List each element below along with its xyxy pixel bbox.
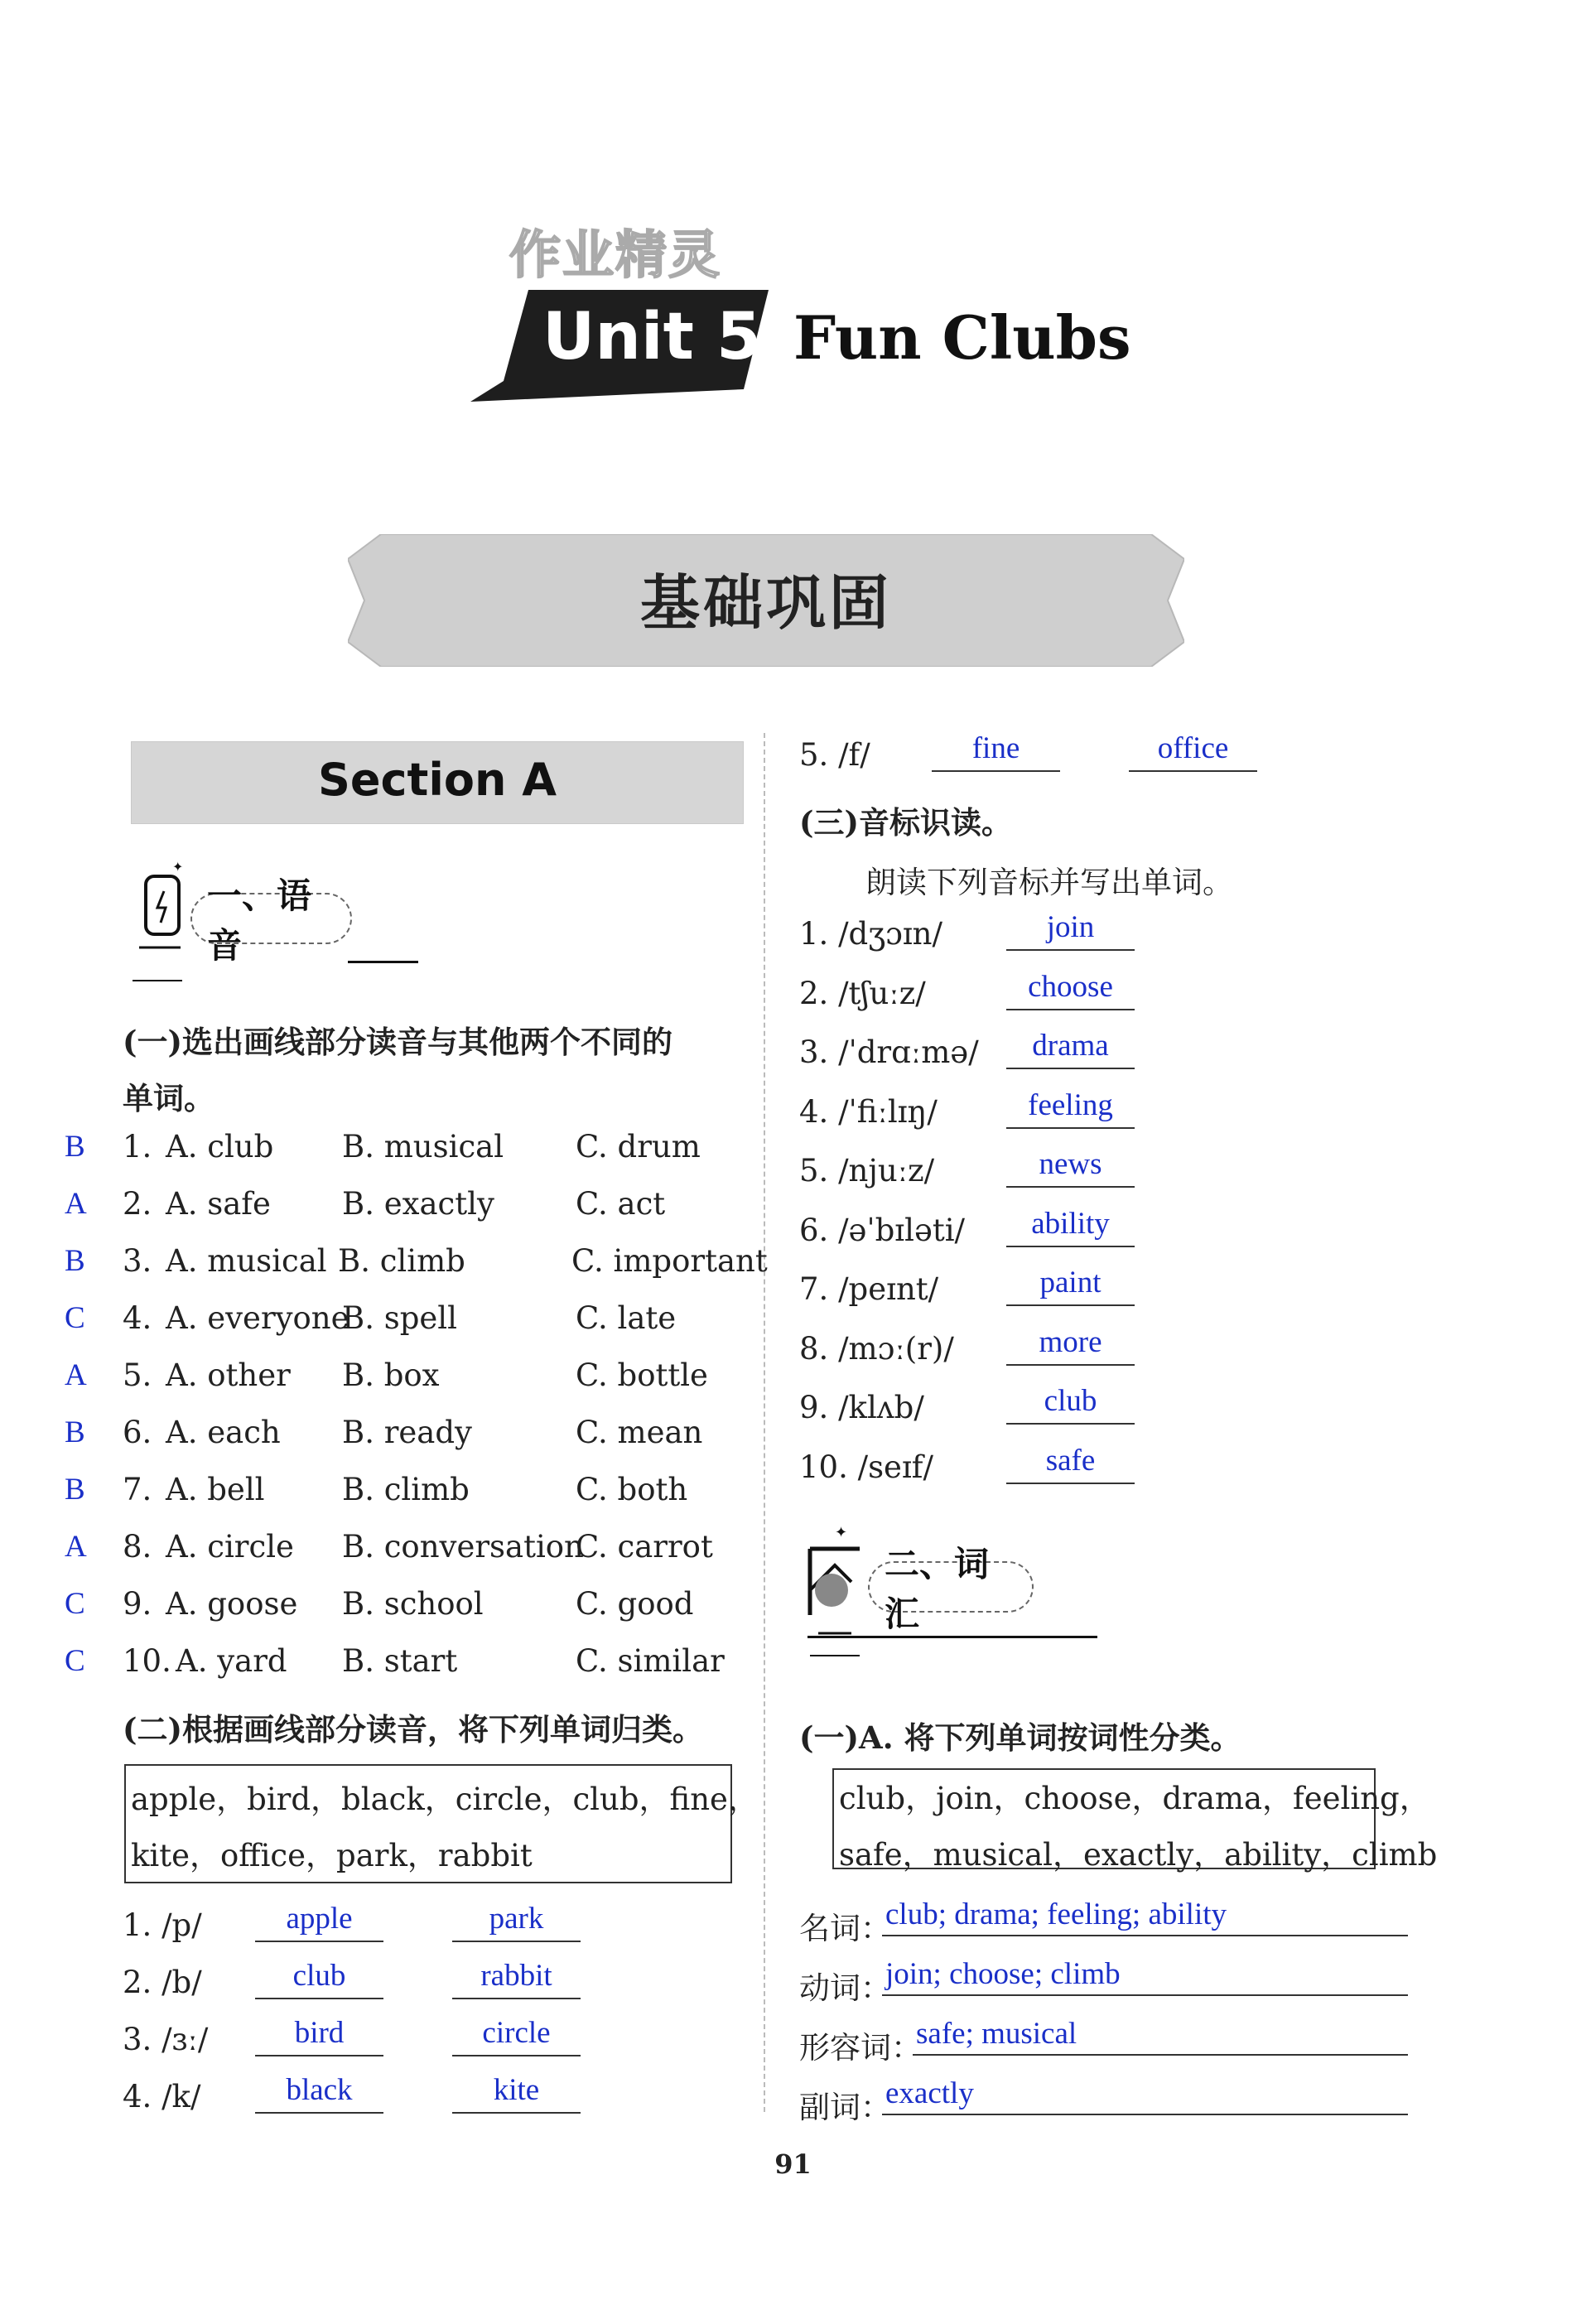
q3-phonetic: 9. /klʌb/ (799, 1390, 924, 1425)
q1-option-c: C. drum (576, 1129, 701, 1164)
q3-title: (三)音标识读。 (799, 804, 1013, 841)
q1-answer: C (65, 1587, 85, 1621)
q1-option-c: C. similar (576, 1643, 725, 1679)
q1-number: 1. (123, 1129, 152, 1164)
q1-number: 6. (123, 1415, 152, 1450)
unit-title: Fun Clubs (793, 302, 1131, 373)
q2-answer-blank[interactable]: bird (255, 2015, 383, 2056)
q1-option-b: B. start (342, 1643, 458, 1679)
p2-pos-label: 副词： (799, 2090, 891, 2125)
q1-option-c: C. act (576, 1186, 666, 1222)
q1-option-c: C. mean (576, 1415, 703, 1450)
q1-option-a: A. each (166, 1415, 281, 1450)
banner-title: 基础巩固 (639, 568, 892, 638)
q1-option-a: A. club (166, 1129, 274, 1164)
q1-answer: B (65, 1244, 85, 1278)
q2-sound-label: 1. /p/ (123, 1907, 202, 1943)
part1-title: 一、语音 (190, 893, 352, 944)
q2-sound-label: 4. /k/ (123, 2079, 201, 2114)
q1-number: 4. (123, 1300, 152, 1336)
q1-answer: C (65, 1644, 85, 1678)
q3-phonetic: 4. /ˈfiːlɪŋ/ (799, 1093, 938, 1130)
q1-answer: B (65, 1473, 85, 1507)
q3-phonetic: 10. /seɪf/ (799, 1449, 933, 1485)
q2-answer-blank[interactable]: rabbit (452, 1958, 581, 1999)
battery-icon (139, 861, 197, 952)
p2-answer-line[interactable]: exactly (882, 2076, 1408, 2115)
q3-answer-blank[interactable]: safe (1006, 1443, 1135, 1484)
q1-answer: A (65, 1530, 87, 1564)
q3-phonetic: 3. /ˈdrɑːmə/ (799, 1034, 979, 1070)
q1-answer: B (65, 1415, 85, 1449)
q1-option-c: C. important (571, 1243, 768, 1279)
q3-answer-blank[interactable]: club (1006, 1383, 1135, 1425)
q1-option-a: A. other (166, 1357, 291, 1393)
q2-sound-label: 3. /ɜː/ (123, 2022, 209, 2057)
q2-answer-blank[interactable]: park (452, 1901, 581, 1942)
column-divider (764, 733, 765, 2112)
q1-number: 8. (123, 1529, 152, 1565)
q3-phonetic: 2. /tʃuːz/ (799, 975, 926, 1011)
q1-title-line2: 单词。 (123, 1080, 215, 1116)
q1-option-c: C. bottle (576, 1357, 708, 1393)
q2-sound-label: 5. /f/ (799, 737, 870, 773)
p2-answer-line[interactable]: join; choose; climb (882, 1956, 1408, 1996)
part1-underline (348, 961, 418, 963)
q1-option-b: B. musical (342, 1129, 504, 1164)
q2-answer-blank[interactable]: apple (255, 1901, 383, 1942)
p2-words-line2: safe，musical，exactly，ability，climb (839, 1837, 1438, 1873)
q1-answer: C (65, 1301, 85, 1335)
q2-answer-blank[interactable]: circle (452, 2015, 581, 2056)
q3-phonetic: 7. /peɪnt/ (799, 1271, 939, 1307)
part2-underline-short (810, 1655, 860, 1656)
q1-option-c: C. late (576, 1300, 677, 1336)
q3-phonetic: 5. /njuːz/ (799, 1153, 935, 1189)
q3-phonetic: 1. /dʒɔɪn/ (799, 916, 942, 952)
q1-answer: B (65, 1130, 85, 1164)
q2-answer-blank[interactable]: black (255, 2072, 383, 2114)
q1-number: 9. (123, 1586, 152, 1622)
p2-words-line1: club，join，choose，drama，feeling， (839, 1781, 1430, 1816)
q1-option-b: B. ready (342, 1415, 472, 1450)
q1-option-a: A. everyone (166, 1300, 349, 1336)
q3-answer-blank[interactable]: ability (1006, 1206, 1135, 1247)
q1-title-line1: (一)选出画线部分读音与其他两个不同的 (123, 1024, 673, 1060)
q3-phonetic: 6. /əˈbɪləti/ (799, 1212, 966, 1248)
q2-words-line2: kite，office，park，rabbit (131, 1838, 533, 1873)
q1-number: 7. (123, 1472, 152, 1507)
q2-word-box (124, 1764, 759, 1883)
q1-option-b: B. box (342, 1357, 440, 1393)
q1-option-c: C. carrot (576, 1529, 713, 1565)
p2-pos-label: 动词： (799, 1970, 891, 2006)
q1-option-a: A. goose (166, 1586, 298, 1622)
q1-option-b: B. climb (342, 1472, 470, 1507)
q2-words-line1: apple，bird，black，circle，club，fine， (131, 1782, 759, 1817)
q1-option-a: A. circle (166, 1529, 294, 1565)
part2-underline (807, 1636, 1097, 1638)
q3-instruction: 朗读下列音标并写出单词。 (865, 865, 1233, 900)
part1-underline-short (133, 980, 182, 981)
q1-answer: A (65, 1187, 87, 1221)
q1-option-a: A. bell (166, 1472, 265, 1507)
q1-option-b: B. conversation (342, 1529, 584, 1565)
p2-q1-title: (一)A. 将下列单词按词性分类。 (799, 1719, 1241, 1756)
q1-number: 5. (123, 1357, 152, 1393)
q3-answer-blank[interactable]: join (1006, 909, 1135, 951)
q2-answer-blank[interactable]: office (1129, 730, 1257, 772)
p2-pos-label: 形容词： (799, 2030, 922, 2066)
q3-answer-blank[interactable]: feeling (1006, 1087, 1135, 1129)
q1-option-a: A. musical (166, 1243, 327, 1279)
q3-answer-blank[interactable]: news (1006, 1146, 1135, 1188)
q1-option-b: B. school (342, 1586, 484, 1622)
q1-option-c: C. good (576, 1586, 694, 1622)
section-title: Section A (318, 754, 557, 806)
page-number: 91 (774, 2148, 812, 2180)
q2-answer-blank[interactable]: kite (452, 2072, 581, 2114)
q3-answer-blank[interactable]: choose (1006, 969, 1135, 1010)
q1-option-a: A. safe (166, 1186, 271, 1222)
q1-number: 2. (123, 1186, 152, 1222)
q1-option-b: B. climb (338, 1243, 465, 1279)
q1-option-a: A. yard (176, 1643, 287, 1679)
q2-sound-label: 2. /b/ (123, 1965, 202, 2000)
q1-option-b: B. spell (342, 1300, 457, 1336)
svg-text:✦: ✦ (172, 861, 184, 875)
q3-answer-blank[interactable]: paint (1006, 1265, 1135, 1306)
q1-number: 10. (123, 1643, 171, 1679)
q3-answer-blank[interactable]: more (1006, 1324, 1135, 1366)
q1-option-c: C. both (576, 1472, 688, 1507)
svg-text:✦: ✦ (835, 1524, 848, 1541)
q2-answer-blank[interactable]: fine (932, 730, 1060, 772)
p2-answer-line[interactable]: club; drama; feeling; ability (882, 1897, 1408, 1936)
q1-number: 3. (123, 1243, 152, 1279)
q1-answer: A (65, 1358, 87, 1392)
p2-word-box (832, 1768, 1438, 1873)
p2-answer-line[interactable]: safe; musical (913, 2016, 1408, 2056)
unit-label: Unit 5 (542, 300, 762, 374)
q3-phonetic: 8. /mɔː(r)/ (799, 1330, 954, 1367)
q3-answer-blank[interactable]: drama (1006, 1028, 1135, 1069)
p2-pos-label: 名词： (799, 1911, 891, 1946)
part2-title: 二、词汇 (868, 1561, 1034, 1613)
q2-answer-blank[interactable]: club (255, 1958, 383, 1999)
watermark: 作业精灵 (509, 224, 722, 285)
q2-title: (二)根据画线部分读音，将下列单词归类。 (123, 1711, 704, 1748)
q1-option-b: B. exactly (342, 1186, 494, 1222)
